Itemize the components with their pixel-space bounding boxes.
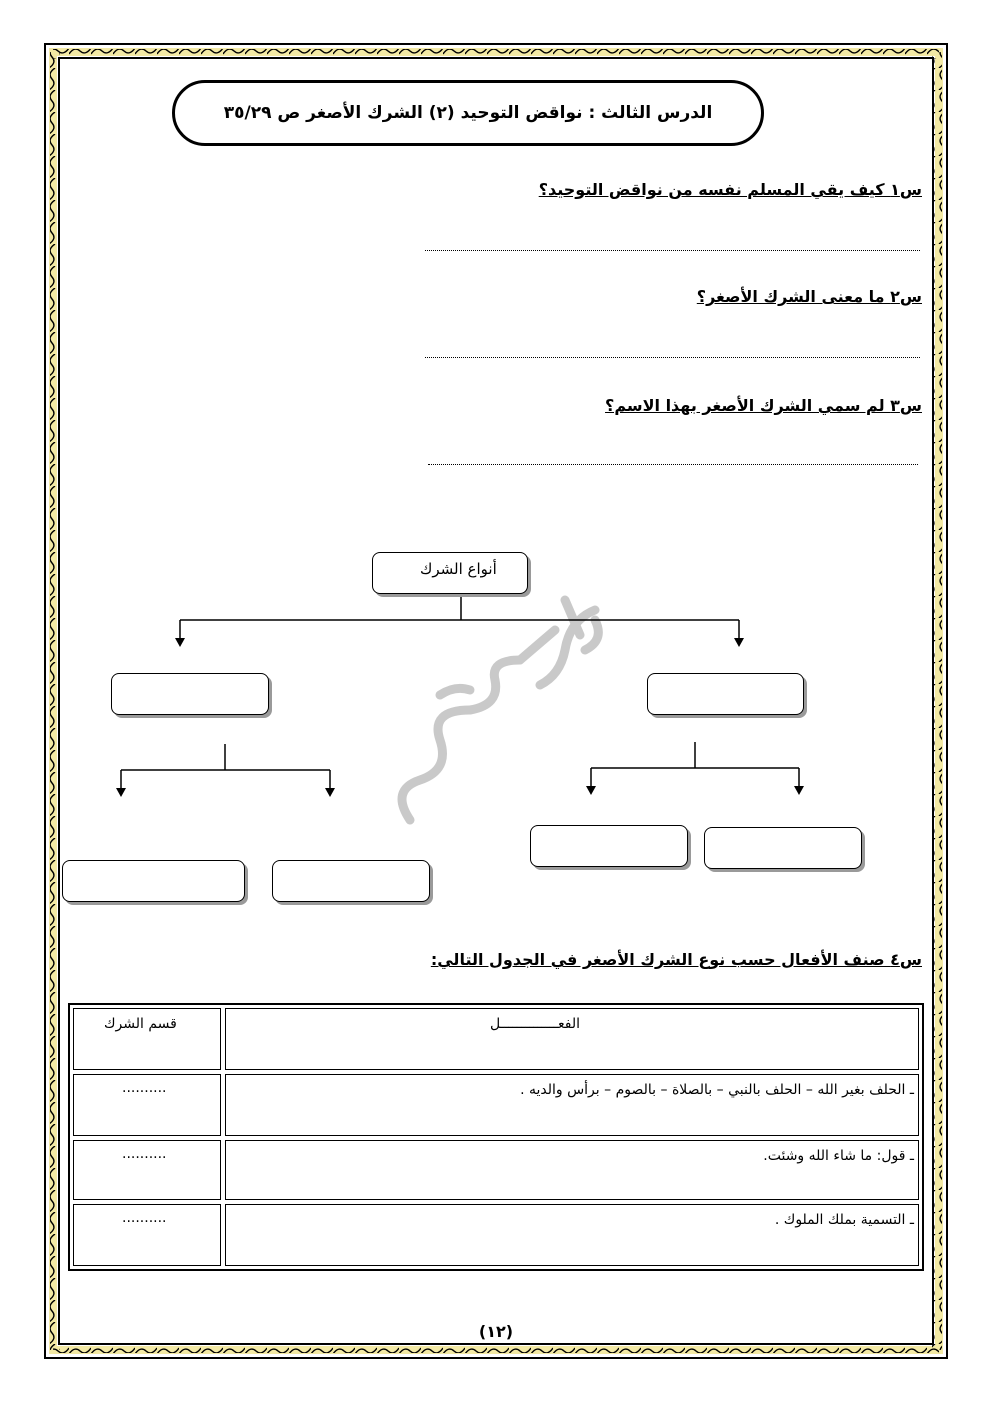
table-row-2-category: ..........	[122, 1146, 167, 1162]
question-4: س٤ صنف الأفعال حسب نوع الشرك الأصغر في الجدول التالي:	[430, 950, 922, 969]
diagram-root-label: أنواع الشرك	[420, 560, 497, 578]
table-row-1-act: ـ الحلف بغير الله – الحلف بالنبي – بالصلاة – بالصوم – برأس والديه .	[520, 1082, 914, 1098]
table-header-category: قسم الشرك	[104, 1016, 177, 1032]
lesson-title-box	[172, 80, 764, 146]
diagram-left-leaf-2-box[interactable]	[272, 860, 430, 902]
table-row-1-category: ..........	[122, 1080, 167, 1096]
table-header-act: الفعــــــــــــــل	[490, 1016, 581, 1032]
diagram-right-leaf-1-box[interactable]	[530, 825, 688, 867]
page-number: (١٢)	[478, 1322, 514, 1341]
question-3: س٣ لم سمي الشرك الأصغر بهذا الاسم؟	[605, 396, 922, 415]
table-row-3-category: ..........	[122, 1210, 167, 1226]
answer-line-1[interactable]	[425, 250, 920, 251]
diagram-right-branch-box[interactable]	[647, 673, 804, 715]
calligraphy-watermark	[380, 590, 630, 830]
question-2: س٢ ما معنى الشرك الأصغر؟	[696, 287, 922, 306]
diagram-left-branch-box[interactable]	[111, 673, 269, 715]
diagram-left-leaf-1-box[interactable]	[62, 860, 245, 902]
diagram-right-leaf-2-box[interactable]	[704, 827, 862, 869]
answer-line-2[interactable]	[425, 357, 920, 358]
question-1: س١ كيف يقي المسلم نفسه من نواقض التوحيد؟	[538, 180, 922, 199]
table-row-2-act: ـ قول: ما شاء الله وشئت.	[763, 1148, 914, 1164]
table-row-3-act: ـ التسمية بملك الملوك .	[774, 1212, 914, 1228]
answer-line-3[interactable]	[428, 464, 918, 465]
lesson-title: الدرس الثالث : نواقض التوحيد (٢) الشرك الأصغر ص ٣٥/٢٩	[223, 103, 713, 123]
